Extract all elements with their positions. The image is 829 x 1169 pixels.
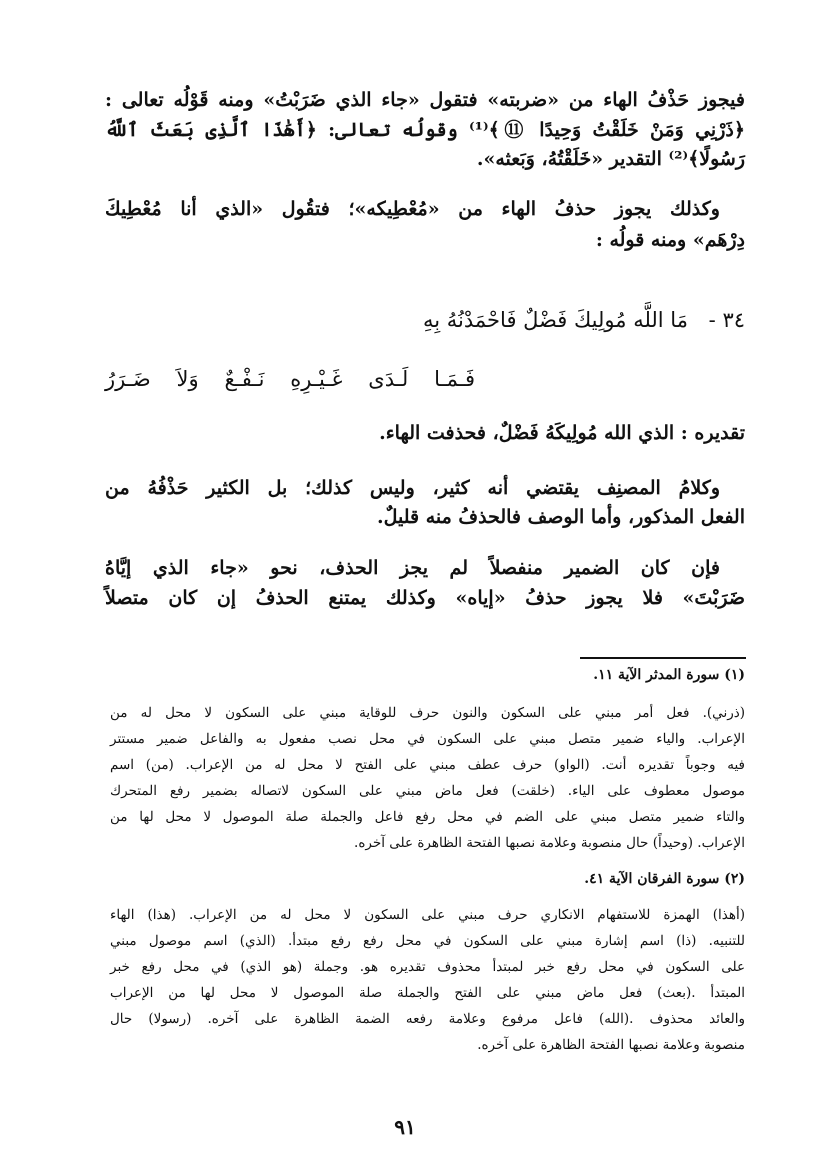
- text-line: الفعل المذكور، وأما الوصف فالحذفُ منه قليلٌ.: [376, 506, 745, 528]
- verse-hemistich-2: فَـمَـا لَـدَى غَـيْـرِهِ نَـفْـعٌ وَلاَ ضَـرَرُ: [105, 367, 475, 391]
- text-line: وكلامُ المصنِف يقتضي أنه كثير، وليس كذلك؛ بل الكثير حَذْفُهُ من: [105, 477, 720, 499]
- text-line: فيجوز حَذْفُ الهاء من «ضربته» فتقول «جاء الذي ضَرَبْتُ» ومنه قَوْلُه تعالى :: [105, 89, 745, 111]
- footnote-heading: (١) سورة المدثر الآية ١١.: [593, 667, 745, 683]
- footnote-line: والتاء ضمير متصل مبني على الضم في محل رفع فاعل والجملة صلة الموصول لا محل لها من: [110, 809, 745, 825]
- text-line: تقديره : الذي الله مُولِيكَهُ فَضْلٌ، فحذفت الهاء.: [379, 422, 745, 444]
- text-line: رَسُولًا﴾⁽²⁾ التقدير «خَلَقْتُهُ، وَبَعثه».: [476, 148, 745, 170]
- verse-number: ٣٤ -: [708, 308, 745, 332]
- verse-text: مَا اللَّه مُولِيكَ فَضْلٌ فَاحْمَدْنُهُ بِهِ: [423, 308, 688, 332]
- footnote-line: المبتدأ .(بعث) فعل ماض مبني على الفتح والجملة صلة الموصول لا محل لها من الإعراب: [110, 985, 745, 1001]
- text-line: دِرْهَم» ومنه قولُه :: [595, 229, 745, 251]
- footnote-line: الإعراب. (وحيداً) حال منصوبة وعلامة نصبها الفتحة الظاهرة على آخره.: [354, 835, 745, 851]
- footnote-line: منصوبة وعلامة نصبها الفتحة الظاهرة على آخره.: [477, 1037, 745, 1053]
- footnote-line: (ذرني). فعل أمر مبني على السكون والنون حرف للوقاية مبني على السكون لا محل له من: [110, 705, 745, 721]
- page-number: ٩١: [394, 1115, 416, 1139]
- text-line: ﴿ذَرْنِي وَمَنْ خَلَقْتُ وَحِيدًا ⑪﴾⁽¹⁾ وقولُه تعالى: ﴿أَهَٰذَا ٱلَّذِى بَعَثَ ٱللَّهُ: [105, 119, 745, 141]
- footnote-line: على السكون في محل رفع خبر لمبتدأ محذوف تقديره هو. وجملة (هو الذي) في محل رفع خبر: [110, 959, 745, 975]
- footnote-line: والعائد محذوف .(الله) فاعل مرفوع وعلامة رفعه الضمة الظاهرة على آخره. (رسولا) حال: [110, 1011, 745, 1027]
- footnote-line: للتنبيه. (ذا) اسم إشارة مبني على السكون في محل رفع رفع مبتدأ. (الذي) اسم موصول مبني: [110, 933, 745, 949]
- footnote-line: (أهذا) الهمزة للاستفهام الانكاري حرف مبني على السكون لا محل له من الإعراب. (هذا) الهاء: [110, 907, 745, 923]
- footnote-line: موصول معطوف على الياء. (خلقت) فعل ماض مبني على السكون لاتصاله بضمير رفع المتحرك: [110, 783, 745, 799]
- text-line: فإن كان الضمير منفصلاً لم يجز الحذف، نحو «جاء الذي إيَّاهُ: [105, 557, 720, 579]
- footnote-divider: [580, 657, 746, 659]
- footnote-heading: (٢) سورة الفرقان الآية ٤١.: [584, 871, 745, 887]
- text-line: ضَرَبْتَ» فلا يجوز حذفُ «إياه» وكذلك يمتنع الحذفُ إن كان متصلاً: [105, 587, 745, 609]
- footnote-line: الإعراب. والياء ضمير متصل مبني على السكون في محل نصب مفعول به والفاعل ضمير مستتر: [110, 731, 745, 747]
- verse-hemistich-1: [365, 305, 745, 335]
- footnote-line: فيه وجوباً تقديره أنت. (الواو) حرف عطف مبني على الفتح لا محل له من الإعراب. (من) اسم: [110, 757, 745, 773]
- text-line: وكذلك يجوز حذفُ الهاء من «مُعْطِيكه»؛ فتقُول «الذي أنا مُعْطِيكَ: [105, 198, 720, 220]
